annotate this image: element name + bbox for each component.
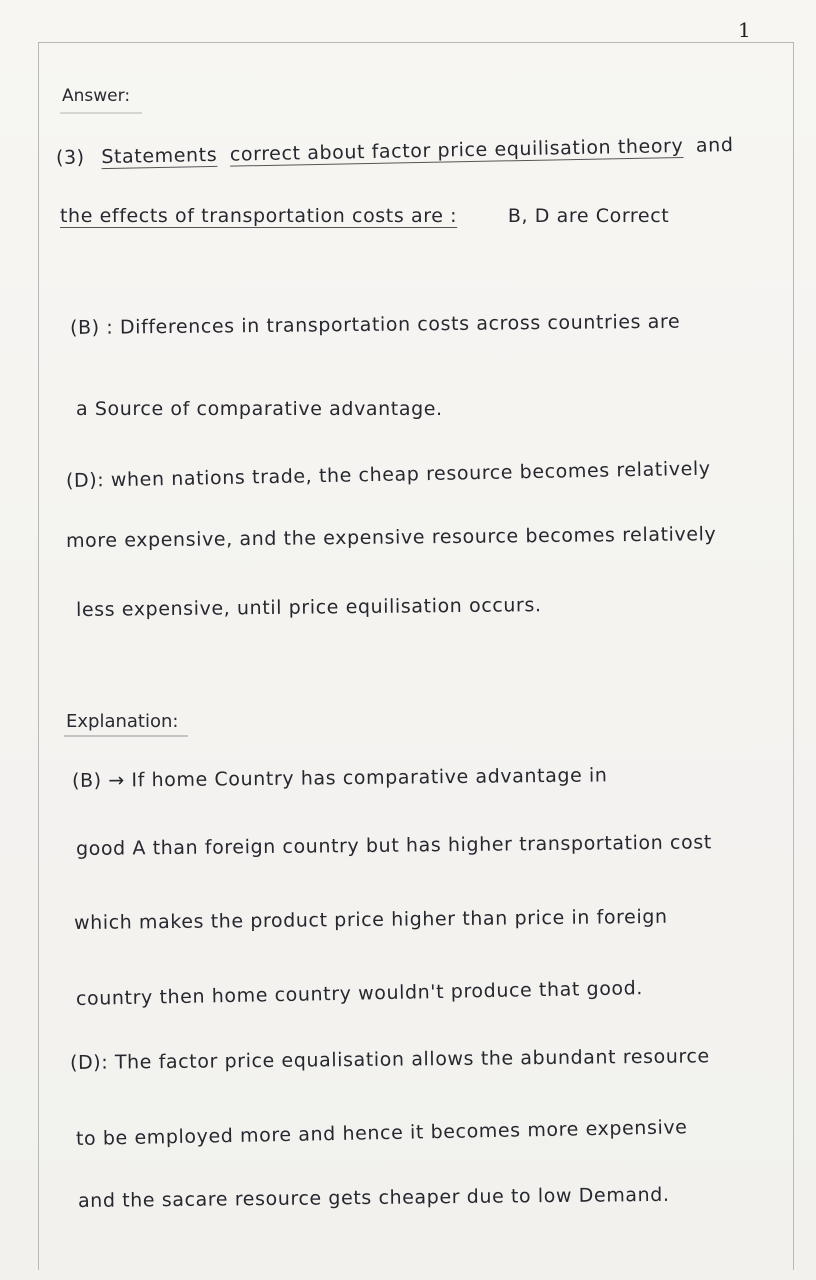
question-number: (3) bbox=[55, 146, 85, 169]
explanation-b-line-2: good A than foreign country but has higher transportation cost bbox=[75, 831, 712, 860]
statements-word: Statements bbox=[101, 143, 218, 169]
explanation-d-line-3: and the sacare resource gets cheaper due to low Demand. bbox=[77, 1183, 670, 1212]
explanation-heading: Explanation: bbox=[66, 711, 179, 732]
page-number: 1 bbox=[738, 18, 751, 42]
statement-topic: correct about factor price equilisation theory bbox=[229, 134, 684, 166]
correct-answer: B, D are Correct bbox=[507, 205, 670, 227]
explanation-b-line-3: which makes the product price higher than price in foreign bbox=[73, 905, 668, 934]
explanation-d-line-1: (D): The factor price equalisation allows the abundant resource bbox=[69, 1045, 710, 1074]
statement-d-line-2: more expensive, and the expensive resource becomes relatively bbox=[65, 523, 717, 552]
statement-intro-line-2 bbox=[60, 205, 669, 227]
statement-topic-continued: the effects of transportation costs are : bbox=[60, 205, 458, 227]
explanation-b-line-4: country then home country wouldn't produce that good. bbox=[75, 977, 644, 1010]
explanation-d-line-2: to be employed more and hence it becomes more expensive bbox=[75, 1116, 688, 1150]
statement-b-line-1: (B) : Differences in transportation costs across countries are bbox=[69, 310, 681, 339]
statement-d-line-1: (D): when nations trade, the cheap resource becomes relatively bbox=[65, 457, 711, 492]
answer-heading: Answer: bbox=[62, 86, 131, 106]
answer-heading-underline bbox=[60, 112, 142, 114]
statement-b-line-2: a Source of comparative advantage. bbox=[76, 398, 443, 420]
statement-d-line-3: less expensive, until price equilisation occurs. bbox=[75, 594, 542, 621]
statement-and: and bbox=[695, 133, 734, 157]
explanation-b-line-1: (B) → If home Country has comparative advantage in bbox=[71, 764, 608, 792]
explanation-heading-underline bbox=[64, 735, 188, 737]
